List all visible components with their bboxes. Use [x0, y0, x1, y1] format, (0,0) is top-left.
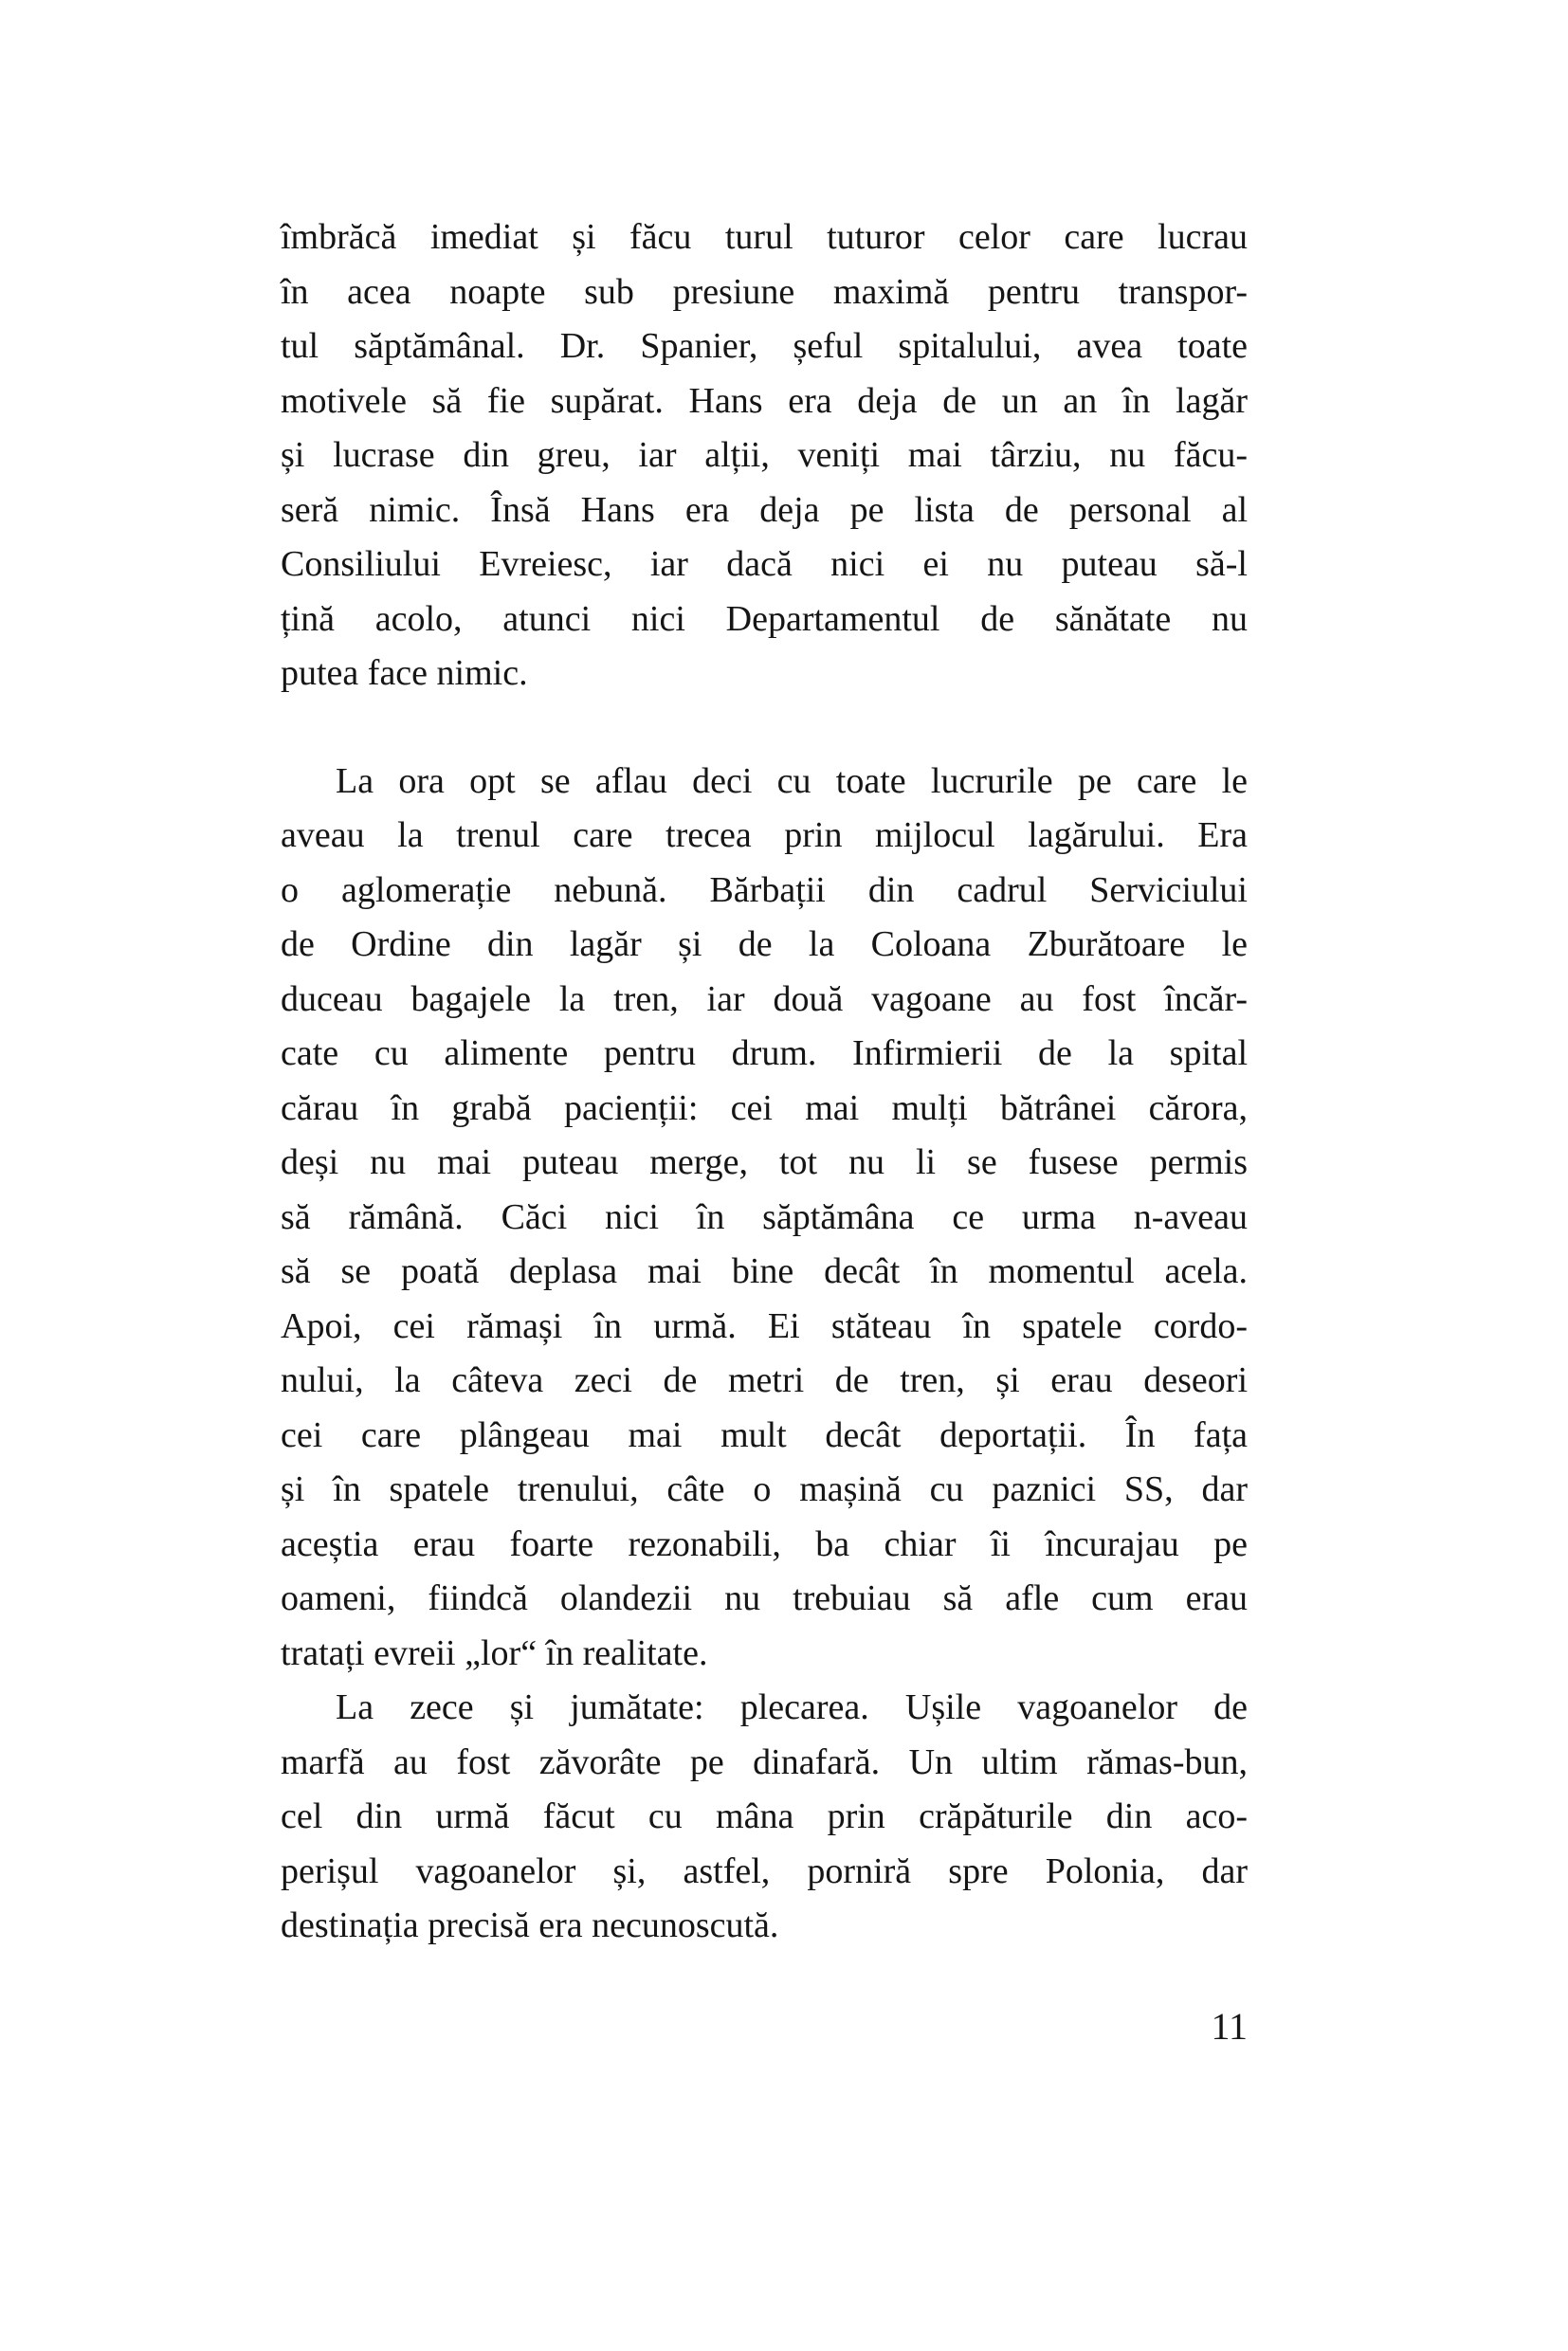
text-line: oameni, fiindcă olandezii nu trebuiau să afle cum erau	[281, 1578, 1248, 1618]
text-line: Apoi, cei rămași în urmă. Ei stăteau în spatele cordo-	[281, 1305, 1248, 1346]
text-line: să se poată deplasa mai bine decât în momentul acela.	[281, 1251, 1248, 1291]
text-line: și lucrase din greu, iar alții, veniți mai târziu, nu făcu-	[281, 435, 1248, 475]
text-line: cărau în grabă pacienții: cei mai mulți bătrânei cărora,	[281, 1087, 1248, 1128]
text-line: putea face nimic.	[281, 653, 528, 693]
paragraph	[281, 210, 1248, 702]
text-line: îmbrăcă imediat și făcu turul tuturor celor care lucrau	[281, 217, 1248, 257]
text-line: seră nimic. Însă Hans era deja pe lista de personal al	[281, 489, 1248, 530]
text-line: cate cu alimente pentru drum. Infirmierii de la spital	[281, 1033, 1248, 1073]
text-line: duceau bagajele la tren, iar două vagoane au fost încăr-	[281, 978, 1248, 1019]
text-line: aveau la trenul care trecea prin mijlocul lagărului. Era	[281, 815, 1248, 855]
text-line: perișul vagoanelor și, astfel, porniră spre Polonia, dar	[281, 1850, 1248, 1891]
text-line: țină acolo, atunci nici Departamentul de sănătate nu	[281, 598, 1248, 639]
text-line: deși nu mai puteau merge, tot nu li se fusese permis	[281, 1142, 1248, 1182]
text-line: destinația precisă era necunoscută.	[281, 1905, 779, 1945]
text-line: tul săptămânal. Dr. Spanier, șeful spitalului, avea toate	[281, 326, 1248, 366]
text-line: o aglomerație nebună. Bărbații din cadrul Serviciului	[281, 869, 1248, 910]
paragraph	[281, 755, 1248, 1682]
page-text	[281, 210, 1248, 1954]
text-line: Consiliului Evreiesc, iar dacă nici ei nu puteau să-l	[281, 544, 1248, 584]
text-line: să rămână. Căci nici în săptămâna ce urma n-aveau	[281, 1196, 1248, 1237]
page-number: 11	[1211, 2004, 1248, 2048]
text-line: și în spatele trenului, câte o mașină cu paznici SS, dar	[281, 1469, 1248, 1509]
text-line: nului, la câteva zeci de metri de tren, și erau deseori	[281, 1360, 1248, 1400]
text-line: cei care plângeau mai mult decât deportații. În fața	[281, 1414, 1248, 1455]
paragraph	[281, 1681, 1248, 1954]
text-line: în acea noapte sub presiune maximă pentru transpor-	[281, 271, 1248, 312]
text-line: de Ordine din lagăr și de la Coloana Zburătoare le	[281, 924, 1248, 964]
text-line: La ora opt se aflau deci cu toate lucrurile pe care le	[336, 760, 1248, 801]
text-line: motivele să fie supărat. Hans era deja de un an în lagăr	[281, 380, 1248, 421]
text-line: tratați evreii „lor“ în realitate.	[281, 1632, 708, 1673]
text-line: marfă au fost zăvorâte pe dinafară. Un ultim rămas-bun,	[281, 1741, 1248, 1782]
text-line: La zece și jumătate: plecarea. Ușile vagoanelor de	[336, 1687, 1248, 1727]
text-line: aceștia erau foarte rezonabili, ba chiar îi încurajau pe	[281, 1523, 1248, 1564]
text-column	[281, 210, 1248, 2053]
text-line: cel din urmă făcut cu mâna prin crăpăturile din aco-	[281, 1796, 1248, 1836]
